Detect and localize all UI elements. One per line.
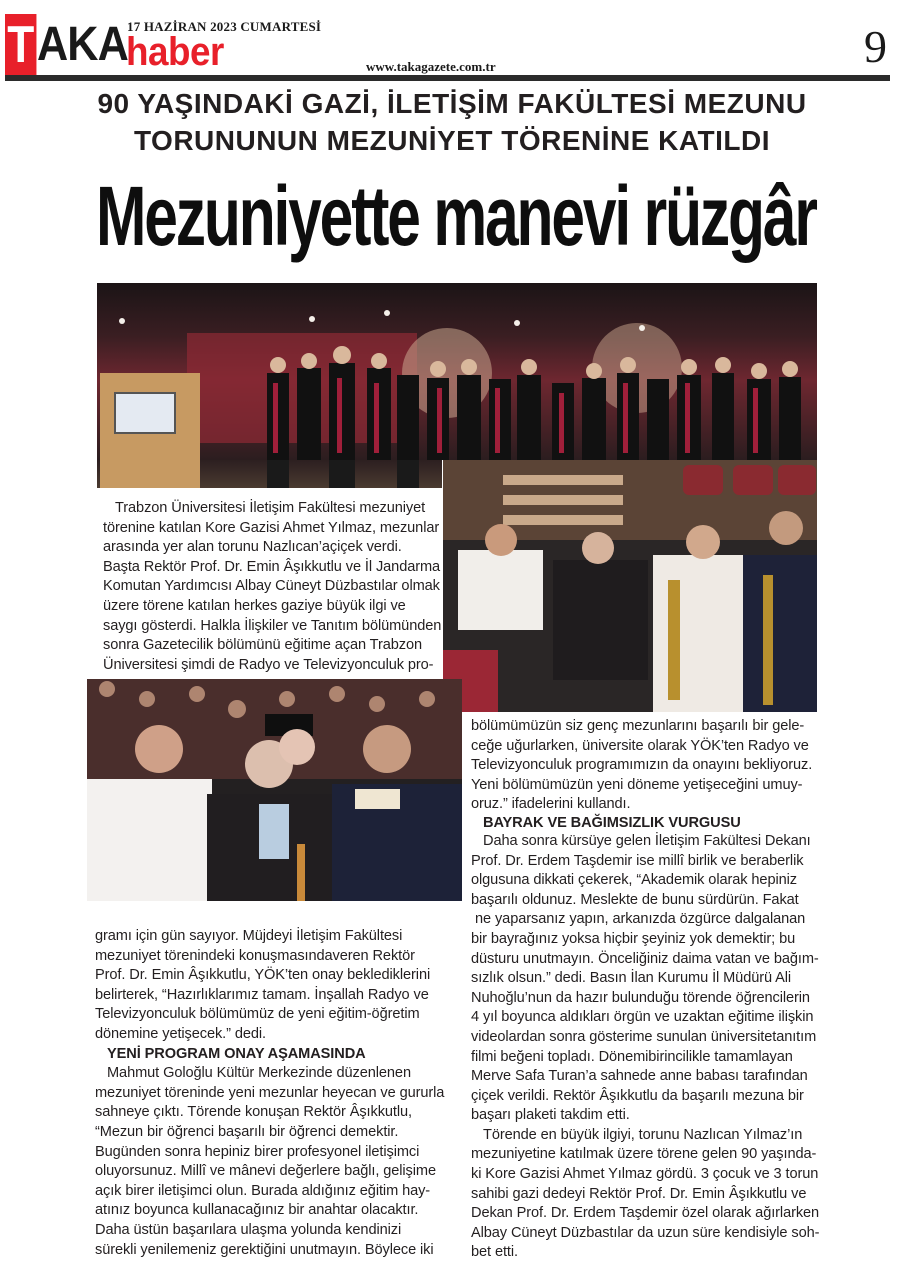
text-line: bir bayrağınız yoksa hiçbir şeyiniz yok demektir; bu (471, 930, 796, 947)
veteran-family-photo (87, 679, 462, 901)
text-line: ki Kore Gazisi Ahmet Yılmaz gördü. 3 çocuk ve 3 torun (471, 1166, 819, 1183)
text-line: Trabzon Üniversitesi İletişim Fakültesi mezuniyet (115, 500, 426, 516)
text-line: arasında yer alan torunu Nazlıcan’açiçek verdi. (103, 539, 402, 556)
logo-letter-t: T (5, 14, 36, 76)
text-line: saygı gösterdi. Halkla İlişkiler ve Tanıtım bölümünden (103, 617, 442, 634)
text-line: ceğe uğurlarken, üniversite olarak YÖK’ten Radyo ve (471, 737, 809, 754)
text-line: bet etti. (471, 1244, 518, 1261)
text-line: sahibi gazi dedeyi Rektör Prof. Dr. Emin Âşıkkutlu ve (471, 1185, 807, 1202)
text-line: çiçek verildi. Rektör Âşıkkutlu da başarılı mezuna bir (471, 1087, 804, 1104)
text-line: törenine katılan Kore Gazisi Ahmet Yılmaz, mezunlar (103, 519, 440, 536)
graduation-stage-illustration (97, 283, 817, 460)
issue-date: 17 HAZİRAN 2023 CUMARTESİ (127, 19, 322, 34)
text-line: “Mezun bir öğrenci başarılı bir öğrenci demektir. (95, 1123, 399, 1140)
article-right-column (471, 717, 819, 1263)
text-line: Bugünden sonra hepiniz birer profesyonel iletişimci (95, 1143, 420, 1160)
kicker-line-1: 90 YAŞINDAKİ GAZİ, İLETİŞİM FAKÜLTESİ MEZUNU (97, 88, 807, 119)
text-line: Merve Safa Turan’a sahnede anne babası tarafından (471, 1068, 808, 1085)
logo-aka: AKA (37, 18, 128, 71)
text-line: mezuniyet törenindeki konuşmasındaveren Rektör (95, 947, 415, 964)
text-line: düsturu unutmayın. Önceliğiniz daima vatan ve bağım- (471, 950, 819, 967)
text-line: Daha sonra kürsüye gelen İletişim Fakültesi Dekanı (483, 832, 811, 849)
text-line: Televizyonculuk programımızın da onayını bekliyoruz. (471, 757, 813, 774)
text-line: Televizyonculuk bölümümüz de yeni eğitim-öğretim (95, 1006, 420, 1023)
text-line: mezuniyet töreninde yeni mezunlar heyecan ve gururla (95, 1084, 445, 1101)
graduation-stage-photo (97, 283, 817, 460)
graduation-stage-photo-lower (97, 460, 442, 488)
text-line: bölümümüzün siz genç mezunlarını başarılı bir gele- (471, 718, 805, 734)
kicker-line-2: TORUNUNUN MEZUNİYET TÖRENİNE KATILDI (133, 125, 771, 156)
masthead-divider (5, 75, 890, 81)
text-line: sürekli yenilemeniz gerektiğini unutmayın. Böylece iki (95, 1241, 434, 1258)
article-intro (103, 499, 441, 675)
text-line: olgusuna dikkati çekerek, “Akademik olarak hepiniz (471, 872, 797, 889)
text-line: Daha üstün başarılara ulaşma yolunda kendinizi (95, 1221, 402, 1238)
text-line: Törende en büyük ilgiyi, torunu Nazlıcan Yılmaz’ın (483, 1126, 803, 1143)
text-line: mezuniyetine katılmak üzere törene gelen 90 yaşında- (471, 1146, 817, 1163)
text-line: sonra Gazetecilik bölümünü eğitime açan Trabzon (103, 637, 422, 654)
text-line: oluyorsunuz. Millî ve mânevi değerlere bağlı, gelişime (95, 1163, 436, 1180)
veteran-family-illustration (87, 679, 462, 901)
text-line: başarılı oldunuz. Meslekte de bunu sürdürün. Fakat (471, 891, 799, 908)
page-number: 9 (864, 21, 887, 72)
text-line: videolardan sonra gösterime sunulan üniversitetanıtım (471, 1028, 817, 1045)
text-line: oruz.” ifadelerini kullandı. (471, 796, 631, 813)
text-line: Prof. Dr. Erdem Taşdemir ise millî birlik ve beraberlik (471, 852, 804, 869)
logo-haber: haber (126, 30, 224, 74)
text-line: Başta Rektör Prof. Dr. Emin Âşıkkutlu ve İl Jandarma (103, 558, 441, 575)
text-line: belirterek, “Hazırlıklarımız tamam. İnşallah Radyo ve (95, 986, 429, 1003)
subheading-new-program: YENİ PROGRAM ONAY AŞAMASINDA (107, 1045, 366, 1062)
dignitaries-illustration (443, 460, 817, 712)
main-headline: Mezuniyette manevi rüzgâr (96, 169, 816, 263)
subheading-flag-independence: BAYRAK VE BAĞIMSIZLIK VURGUSU (483, 814, 741, 831)
text-line: Üniversitesi şimdi de Radyo ve Televizyonculuk pro- (103, 656, 434, 673)
text-line: ne yaparsanız yapın, arkanızda özgürce dalgalanan (475, 911, 806, 928)
text-line: dönemine yetişecek.” dedi. (95, 1025, 267, 1042)
text-line: 4 yıl boyunca aldıkları örgün ve uzaktan eğitime ilişkin (471, 1009, 814, 1026)
text-line: gramı için gün sayıyor. Müjdeyi İletişim Fakültesi (95, 928, 403, 944)
text-line: sızlık olsun.” dedi. Basın İlan Kurumu İl Müdürü Ali (471, 970, 792, 987)
dignitaries-photo (443, 460, 817, 712)
text-line: üzere törene katılan herkes gaziye büyük ilgi ve (103, 597, 406, 614)
text-line: Dekan Prof. Dr. Erdem Taşdemir özel olarak ağırlarken (471, 1205, 820, 1222)
podium-base-illustration (97, 460, 442, 488)
text-line: Yeni bölümümüzün yeni döneme yetişeceğini umuy- (471, 776, 803, 793)
text-line: Mahmut Goloğlu Kültür Merkezinde düzenlenen (107, 1065, 411, 1082)
text-line: Nuhoğlu’nun da hazır bulunduğu törende öğrencilerin (471, 989, 810, 1006)
text-line: Prof. Dr. Emin Âşıkkutlu, YÖK’ten onay beklediklerini (95, 967, 431, 984)
text-line: Albay Cüneyt Düzbastılar da uzun süre kendisiyle soh- (471, 1224, 820, 1241)
text-line: açık birer iletişimci olun. Burada aldığınız eğitim hay- (95, 1182, 431, 1199)
article-left-column (95, 927, 444, 1260)
text-line: başarı plaketi takdim etti. (471, 1107, 630, 1124)
website-url[interactable]: www.takagazete.com.tr (366, 59, 496, 74)
text-line: atınız boyunca kullanacağınız bir anahtar olacaktır. (95, 1202, 419, 1219)
text-line: filmi beğeni topladı. Dönemibirincilikle tamamlayan (471, 1048, 793, 1065)
text-line: Komutan Yardımcısı Albay Cüneyt Düzbastılar olmak (103, 578, 440, 595)
text-line: sahneye çıktı. Törende konuşan Rektör Âşıkkutlu, (95, 1104, 412, 1121)
